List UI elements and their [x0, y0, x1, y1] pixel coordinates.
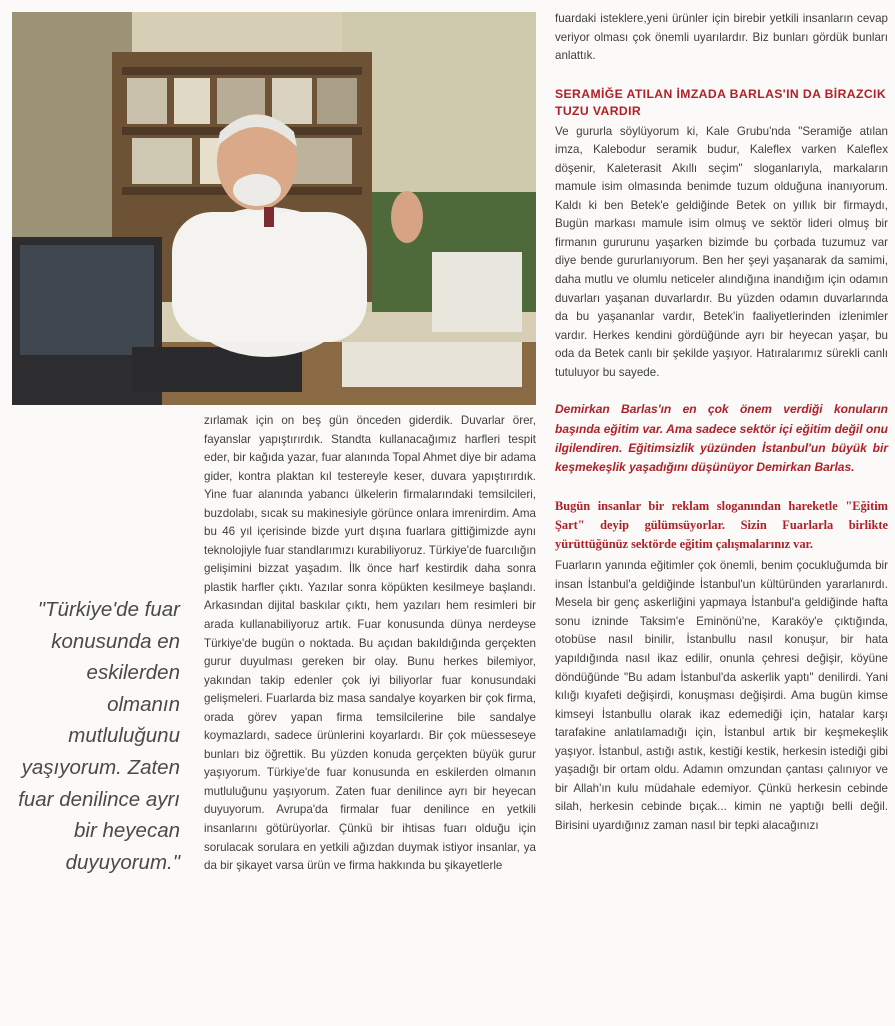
body-paragraph-fair-requests: fuardaki isteklere,yeni ürünler için birebir yetkili insanların cevap veriyor olması çok önemli uyarılardır. Biz bunları gördük bunları anlattık. — [555, 12, 888, 63]
pull-quote: "Türkiye'de fuar konusunda en eskilerden olmanın mutluluğunu yaşıyorum. Zaten fuar denilince ayrı bir heyecan duyuyorum." — [18, 598, 180, 874]
middle-column — [204, 412, 536, 876]
interview-question: Bugün insanlar bir reklam sloganından hareketle "Eğitim Şart" deyip gülümsüyorlar. Sizin Fuarlarla birlikte yürüttüğünüz sektörde eğitim çalışmalarınız var. — [555, 499, 888, 551]
body-paragraph-education: Fuarların yanında eğitimler çok önemli, benim çocukluğumda bir insan İstanbul'a geldiğinde İstanbul'un kültüründen yararlanırdı. Mesela bir genç askerliğini yapmaya İstanbul'a geldiğinde hafta sonu izninde Taksim'e Eminönü'ne, Karaköy'e çıktığında, otobüse nasıl binilir, İstanbullu nasıl konuşur, bir hata yapıldığında nasıl ikaz edilir, onunla çehresi değişir, köyüne döndüğünde "Bu adam İstanbul'da askerlik yaptı" denilirdi. Yani kılığı kıyafeti değişirdi, konuşması değişirdi. Ama bugün kimse kimseyi İstanbullu olarak ikaz edemediği için, hatalar karşı tarafakine anlatılamadığı için, İstanbul artık bir keşmekeşlik yaşıyor. İstanbul, astığı astık, kestiği kestik, herkesin istediği gibi yaşadığı bir ortam oldu. Adamın omzundan çantası çalınıyor ve bir Allah'ın kulu müdahale edemiyor. Çünkü herkesin cebinde silah, herkesin cebinde bıçak... kimin ne yaptığı belli değil. Birisini uyardığınız zaman nasıl bir tepki alacağınızı — [555, 559, 888, 832]
lead-paragraph: Demirkan Barlas'ın en çok önem verdiği konuların başında eğitim var. Ama sadece sektör içi eğitim değil onu ilgilendiren. Eğitimsizlik yüzünden İstanbul'un büyük bir keşmekeşlik yaşadığını düşünüyor Demirkan Barlas. — [555, 402, 888, 475]
article-photo — [12, 12, 536, 405]
office-photo-illustration — [12, 12, 536, 405]
right-column — [555, 10, 888, 835]
body-paragraph-kale-group: Ve gururla söylüyorum ki, Kale Grubu'nda "Seramiğe atılan imza, Kalebodur seramik budur, Kaleflex varken Kaleflex döşenir, Kaleterasit Akıllı seçim" sloganlarıyla, markaların mamule isim olmasında benimde tuzum olduğuna inanıyorum. Kaldı ki ben Betek'e geldiğinde Betek on yıllık bir firmaydı, Bugün markası mamule isim olmuş ve sektör lideri olmuş bir firmanın gururunu yaşarken bizimde bu çorbada tuzumuz var diye bende gururlanıyorum. Ben her şeyi yaşanarak da samimi, daha mutlu ve olumlu neticeler alındığına inandığım için odamın duvarları yaşanan duvarlardır. Bu yüzden odamın duvarlarında da bu yaşananlar vardır, Betek'in faaliyetlerinden izlenimler vardır. Herkes kendini gördüğünde ayrı bir heyecan yaşar, bu oda da Betek canlı bir şekilde yaşıyor. Hatıralarımız sürekli canlı tutuluyor bu sayede. — [555, 124, 888, 379]
body-paragraph-fair-history: zırlamak için on beş gün önceden giderdik. Duvarlar örer, fayanslar yapıştırırdık. Standta kullanacağımız harfleri tespit eder, bir kağıda yazar, fuar alanında Topal Ahmet diye bir adama gider, kontra plaktan kıl testereyle keser, duvara yapıştırırdık. Yine fuar alanında yabancı ülkelerin firmalarındaki temsilcileri, buzdolabı, sıcak su makinesiyle görünce onlara imrenirdim. Ama bu 46 yıl içerisinde bizde yurt dışına fuarlara gittiğimizde aynı teknolojiyle fuar standlarımızı kurabiliyoruz. Türkiye'de fuarcılığın gelişimini bizzat yaşadım. İlk önce harf kestirdik daha sonra plastik harfler çıktı. Yazılar sonra köpükten kesilmeye başlandı. Arkasından dijital baskılar çıktı, hem yazıları hem resimleri bir arada kullanabiliyoruz artık. Fuar konusunda dünya nerdeyse Türkiye'de bugün o noktada. Bu açıdan bakıldığında gerçekten gurur duyulması gereken bir olay. Bunu herkes bilemiyor, yakından takip edenler çok iyi biliyorlar fuar konusundaki gelişmeleri. Fuarlarda biz masa sandalye koyarken bir çok firma, orada görev yapan firma temsilcilerine bile sandalye koymazlardı, sadece ürünlerini koyarlardı. Bir çok müesseseye bunları biz öğrettik. Bu yüzden konuda gerçekten büyük gurur yaşıyorum. Türkiye'de fuar konusunda en eskilerden olmanın mutluluğunu yaşıyorum. Zaten fuar denilince ayrı bir heyecan duyuyorum. Avrupa'da firmalar fuar denilince en yetkili insanlarını götürüyorlar. Çünkü bir ihtisas fuarı olduğu için sorulacak sorulara en yetkili ağızdan duymak istiyor insanlar, ya da bir şikayet varsa ürün ve firma hakkında bu şikayetlerle — [204, 414, 536, 873]
section-heading: SERAMİĞE ATILAN İMZADA BARLAS'IN DA BİRAZCIK TUZU VARDIR — [555, 86, 887, 118]
